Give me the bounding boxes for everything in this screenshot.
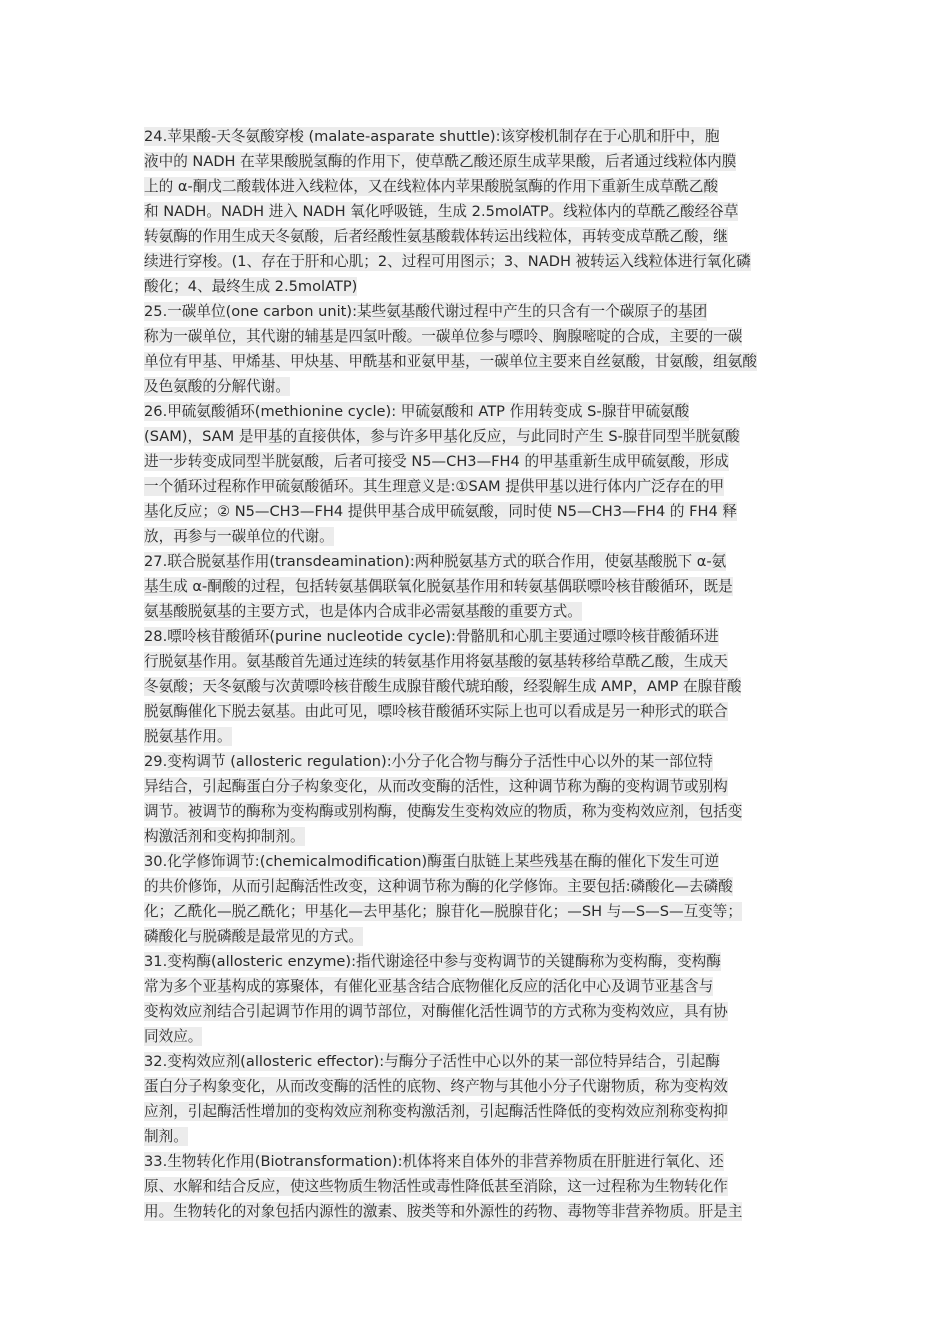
text-line: 32.变构效应剂(allosteric effector):与酶分子活性中心以外的某一部位特异结合，引起酶 — [144, 1053, 720, 1070]
text-line: 25.一碳单位(one carbon unit):某些氨基酸代谢过程中产生的只含有一个碳原子的基团 — [144, 303, 708, 320]
text-line: 调节。被调节的酶称为变构酶或别构酶，使酶发生变构效应的物质，称为变构效应剂，包括变 — [144, 803, 743, 820]
text-line: 的共价修饰，从而引起酶活性改变，这种调节称为酶的化学修饰。主要包括:磷酸化—去磷酸 — [144, 878, 733, 895]
entry-25 — [144, 299, 808, 399]
document-page — [144, 124, 808, 1224]
entry-33 — [144, 1149, 808, 1224]
text-line: 基生成 α-酮酸的过程，包括转氨基偶联氧化脱氨基作用和转氨基偶联嘌呤核苷酸循环，既是 — [144, 578, 733, 595]
text-line: 用。生物转化的对象包括内源性的激素、胺类等和外源性的药物、毒物等非营养物质。肝是主 — [144, 1203, 743, 1220]
text-line: 28.嘌呤核苷酸循环(purine nucleotide cycle):骨骼肌和心肌主要通过嘌呤核苷酸循环进 — [144, 628, 719, 645]
text-line: 24.苹果酸-天冬氨酸穿梭 (malate-asparate shuttle):该穿梭机制存在于心肌和肝中，胞 — [144, 128, 720, 145]
text-line: 进一步转变成同型半胱氨酸，后者可接受 N5—CH3—FH4 的甲基重新生成甲硫氨酸，形成 — [144, 453, 729, 470]
text-line: 单位有甲基、甲烯基、甲炔基、甲酰基和亚氨甲基，一碳单位主要来自丝氨酸，甘氨酸，组氨酸 — [144, 353, 757, 370]
text-line: 和 NADH。NADH 进入 NADH 氧化呼吸链，生成 2.5molATP。线粒体内的草酰乙酸经谷草 — [144, 203, 739, 220]
text-line: 制剂。 — [144, 1128, 188, 1145]
text-line: 化；乙酰化—脱乙酰化；甲基化—去甲基化；腺苷化—脱腺苷化；—SH 与—S—S—互变等； — [144, 903, 742, 920]
text-line: 续进行穿梭。(1、存在于肝和心肌；2、过程可用图示；3、NADH 被转运入线粒体进行氧化磷 — [144, 253, 751, 270]
text-line: 酸化；4、最终生成 2.5molATP) — [144, 278, 358, 295]
text-line: 冬氨酸；天冬氨酸与次黄嘌呤核苷酸生成腺苷酸代琥珀酸，经裂解生成 AMP，AMP 在腺苷酸 — [144, 678, 742, 695]
text-line: 30.化学修饰调节:(chemicalmodification)酶蛋白肽链上某些残基在酶的催化下发生可逆 — [144, 853, 720, 870]
text-line: 应剂，引起酶活性增加的变构效应剂称变构激活剂，引起酶活性降低的变构效应剂称变构抑 — [144, 1103, 728, 1120]
entry-27 — [144, 549, 808, 624]
text-line: 原、水解和结合反应，使这些物质生物活性或毒性降低甚至消除，这一过程称为生物转化作 — [144, 1178, 728, 1195]
text-line: 氨基酸脱氨基的主要方式，也是体内合成非必需氨基酸的重要方式。 — [144, 603, 582, 620]
text-line: 上的 α-酮戊二酸载体进入线粒体，又在线粒体内苹果酸脱氢酶的作用下重新生成草酰乙酸 — [144, 178, 719, 195]
text-line: 27.联合脱氨基作用(transdeamination):两种脱氨基方式的联合作用，使氨基酸脱下 α-氨 — [144, 553, 727, 570]
text-line: 磷酸化与脱磷酸是最常见的方式。 — [144, 928, 363, 945]
text-line: 26.甲硫氨酸循环(methionine cycle): 甲硫氨酸和 ATP 作用转变成 S-腺苷甲硫氨酸 — [144, 403, 690, 420]
text-line: 异结合，引起酶蛋白分子构象变化，从而改变酶的活性，这种调节称为酶的变构调节或别构 — [144, 778, 728, 795]
text-line: 转氨酶的作用生成天冬氨酸，后者经酸性氨基酸载体转运出线粒体，再转变成草酰乙酸，继 — [144, 228, 728, 245]
text-line: 31.变构酶(allosteric enzyme):指代谢途径中参与变构调节的关键酶称为变构酶，变构酶 — [144, 953, 721, 970]
entry-31 — [144, 949, 808, 1049]
text-line: 同效应。 — [144, 1028, 203, 1045]
text-line: 脱氨酶催化下脱去氨基。由此可见，嘌呤核苷酸循环实际上也可以看成是另一种形式的联合 — [144, 703, 728, 720]
text-line: 常为多个亚基构成的寡聚体，有催化亚基含结合底物催化反应的活化中心及调节亚基含与 — [144, 978, 714, 995]
text-line: 29.变构调节 (allosteric regulation):小分子化合物与酶分子活性中心以外的某一部位特 — [144, 753, 713, 770]
text-line: (SAM)，SAM 是甲基的直接供体，参与许多甲基化反应，与此同时产生 S-腺苷同型半胱氨酸 — [144, 428, 740, 445]
entry-30 — [144, 849, 808, 949]
text-line: 构激活剂和变构抑制剂。 — [144, 828, 305, 845]
text-line: 行脱氨基作用。氨基酸首先通过连续的转氨基作用将氨基酸的氨基转移给草酰乙酸，生成天 — [144, 653, 728, 670]
text-line: 放，再参与一碳单位的代谢。 — [144, 528, 334, 545]
text-line: 33.生物转化作用(Biotransformation):机体将来自体外的非营养物质在肝脏进行氧化、还 — [144, 1153, 724, 1170]
text-line: 及色氨酸的分解代谢。 — [144, 378, 290, 395]
entry-28 — [144, 624, 808, 749]
text-line: 基化反应；② N5—CH3—FH4 提供甲基合成甲硫氨酸，同时使 N5—CH3—FH4 的 FH4 释 — [144, 503, 738, 520]
entry-26 — [144, 399, 808, 549]
text-line: 蛋白分子构象变化，从而改变酶的活性的底物、终产物与其他小分子代谢物质，称为变构效 — [144, 1078, 728, 1095]
text-line: 脱氨基作用。 — [144, 728, 232, 745]
text-line: 液中的 NADH 在苹果酸脱氢酶的作用下，使草酰乙酸还原生成苹果酸，后者通过线粒体内膜 — [144, 153, 737, 170]
text-line: 变构效应剂结合引起调节作用的调节部位，对酶催化活性调节的方式称为变构效应，具有协 — [144, 1003, 728, 1020]
entry-32 — [144, 1049, 808, 1149]
text-line: 一个循环过程称作甲硫氨酸循环。其生理意义是:①SAM 提供甲基以进行体内广泛存在的甲 — [144, 478, 725, 495]
text-line: 称为一碳单位，其代谢的辅基是四氢叶酸。一碳单位参与嘌呤、胸腺嘧啶的合成，主要的一碳 — [144, 328, 743, 345]
entry-29 — [144, 749, 808, 849]
entry-24 — [144, 124, 808, 299]
